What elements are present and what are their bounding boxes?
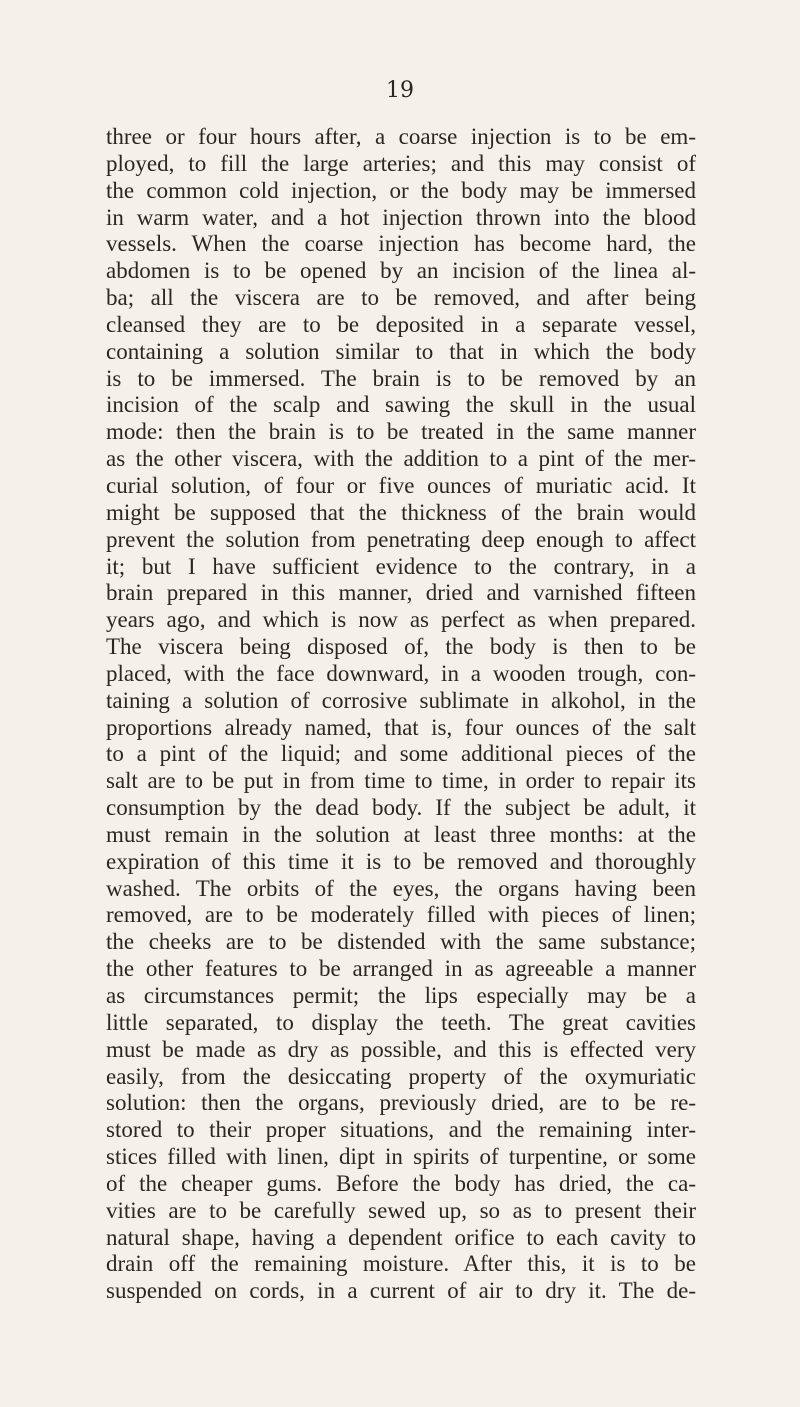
text-line: abdomen is to be opened by an incision of the linea al- <box>106 258 696 284</box>
text-line: solution: then the organs, previously dried, are to be re- <box>106 1090 696 1116</box>
text-line: brain prepared in this manner, dried and varnished fifteen <box>106 580 696 606</box>
text-line: consumption by the dead body. If the subject be adult, it <box>106 795 696 821</box>
text-line: vessels. When the coarse injection has become hard, the <box>106 231 696 257</box>
text-line: mode: then the brain is to be treated in the same manner <box>106 419 696 445</box>
text-line: suspended on cords, in a current of air to dry it. The de- <box>106 1278 696 1304</box>
text-line: it; but I have sufficient evidence to the contrary, in a <box>106 553 696 579</box>
text-line: vities are to be carefully sewed up, so as to present their <box>106 1197 696 1223</box>
text-line: in warm water, and a hot injection thrown into the blood <box>106 204 696 230</box>
text-line: taining a solution of corrosive sublimate in alkohol, in the <box>106 687 696 713</box>
text-line: as the other viscera, with the addition to a pint of the mer- <box>106 446 696 472</box>
text-line: curial solution, of four or five ounces of muriatic acid. It <box>106 472 696 498</box>
text-line: stored to their proper situations, and the remaining inter- <box>106 1117 696 1143</box>
text-line: stices filled with linen, dipt in spirits of turpentine, or some <box>106 1144 696 1170</box>
body-text <box>106 124 696 1305</box>
text-line: to a pint of the liquid; and some additional pieces of the <box>106 741 696 767</box>
text-line: might be supposed that the thickness of the brain would <box>106 499 696 525</box>
page-number: 19 <box>386 78 414 103</box>
text-line: the other features to be arranged in as agreeable a manner <box>106 956 696 982</box>
text-line: must be made as dry as possible, and this is effected very <box>106 1036 696 1062</box>
text-line: prevent the solution from penetrating deep enough to affect <box>106 526 696 552</box>
text-line: natural shape, having a dependent orifice to each cavity to <box>106 1224 696 1250</box>
text-line: drain off the remaining moisture. After this, it is to be <box>106 1251 696 1277</box>
text-line: incision of the scalp and sawing the skull in the usual <box>106 392 696 418</box>
text-line: ployed, to fill the large arteries; and this may consist of <box>106 150 696 176</box>
text-line: as circumstances permit; the lips especially may be a <box>106 983 696 1008</box>
text-line: salt are to be put in from time to time, in order to repair its <box>106 768 696 794</box>
text-line: three or four hours after, a coarse injection is to be em- <box>106 124 696 149</box>
text-line: must remain in the solution at least three months: at the <box>106 821 696 847</box>
text-line: years ago, and which is now as perfect as when prepared. <box>106 607 696 633</box>
text-line: is to be immersed. The brain is to be removed by an <box>106 365 696 391</box>
text-line: proportions already named, that is, four ounces of the salt <box>106 714 696 740</box>
text-line: of the cheaper gums. Before the body has dried, the ca- <box>106 1170 696 1196</box>
text-line: cleansed they are to be deposited in a separate vessel, <box>106 311 696 337</box>
text-line: the common cold injection, or the body may be immersed <box>106 177 696 203</box>
text-line: the cheeks are to be distended with the same substance; <box>106 929 696 955</box>
text-line: removed, are to be moderately filled with pieces of linen; <box>106 902 696 928</box>
text-line: expiration of this time it is to be removed and thoroughly <box>106 848 696 874</box>
text-line: containing a solution similar to that in which the body <box>106 338 696 364</box>
text-line: easily, from the desiccating property of the oxymuriatic <box>106 1063 696 1089</box>
text-line: little separated, to display the teeth. The great cavities <box>106 1009 696 1035</box>
text-line: washed. The orbits of the eyes, the organs having been <box>106 875 696 901</box>
text-line: placed, with the face downward, in a wooden trough, con- <box>106 660 696 686</box>
text-line: ba; all the viscera are to be removed, and after being <box>106 285 696 311</box>
text-line: The viscera being disposed of, the body is then to be <box>106 634 696 660</box>
